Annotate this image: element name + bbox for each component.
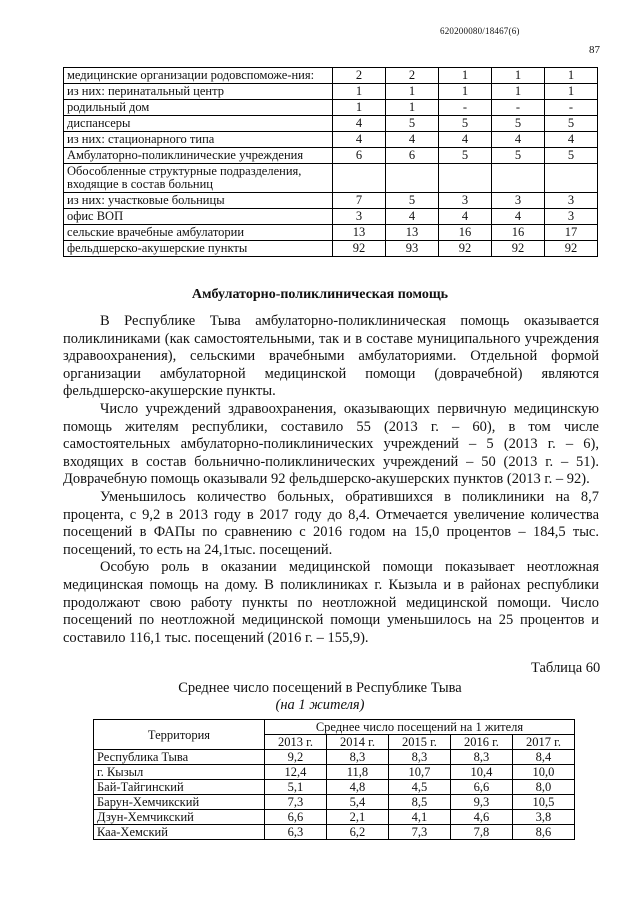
cell-value: 10,0	[512, 765, 574, 780]
cell-value: 13	[333, 225, 386, 241]
cell-value: 11,8	[326, 765, 388, 780]
cell-value: 3	[545, 209, 598, 225]
table-number: Таблица 60	[531, 660, 601, 676]
cell-value: 2	[386, 68, 439, 84]
cell-value: 1	[545, 84, 598, 100]
cell-value: 3	[439, 193, 492, 209]
cell-value: 8,3	[326, 750, 388, 765]
table-row	[94, 750, 575, 765]
table-row	[64, 164, 598, 193]
cell-value	[439, 164, 492, 193]
table-row	[64, 193, 598, 209]
cell-value: 5	[439, 116, 492, 132]
cell-value: 4	[333, 132, 386, 148]
table-row	[64, 209, 598, 225]
table-row	[64, 68, 598, 84]
cell-value: 1	[333, 84, 386, 100]
row-label: фельдшерско-акушерские пункты	[64, 241, 333, 257]
row-label: из них: участковые больницы	[64, 193, 333, 209]
cell-value: 2,1	[326, 810, 388, 825]
table-row	[64, 84, 598, 100]
cell-value: 4	[386, 209, 439, 225]
cell-value: 2	[333, 68, 386, 84]
cell-value: 4	[492, 209, 545, 225]
page-number: 87	[589, 44, 600, 56]
row-label: Амбулаторно-поликлинические учреждения	[64, 148, 333, 164]
territory-name: Республика Тыва	[94, 750, 265, 765]
cell-value: 93	[386, 241, 439, 257]
paragraph: Уменьшилось количество больных, обратившихся в поликлиники на 8,7 процента, с 9,2 в 2013 году в 2017 году до 8,4. Отмечается увеличение количества посещений в ФАПы по сравнению с 2016 годом на 15,0 процентов – 184,5 тыс. посещений, то есть на 24,1тыс. посещений.	[63, 488, 599, 558]
cell-value: 1	[386, 100, 439, 116]
cell-value: 8,6	[512, 825, 574, 840]
territory-name: Барун-Хемчикский	[94, 795, 265, 810]
cell-value: 4	[545, 132, 598, 148]
year-header: 2016 г.	[450, 735, 512, 750]
facilities-table	[63, 67, 598, 257]
cell-value: 12,4	[265, 765, 327, 780]
paragraph: Особую роль в оказании медицинской помощи показывает неотложная медицинская помощь на дому. В поликлиниках г. Кызыла и в районах республики продолжают свою работу пункты по неотложной медицинской помощи. Число посещений по неотложной медицинской помощи уменьшилось на 25 процентов и составило 116,1 тыс. посещений (2016 г. – 155,9).	[63, 559, 599, 646]
cell-value: 4	[439, 132, 492, 148]
cell-value: 92	[439, 241, 492, 257]
cell-value: 10,5	[512, 795, 574, 810]
year-header: 2014 г.	[326, 735, 388, 750]
cell-value: 13	[386, 225, 439, 241]
row-label: из них: перинатальный центр	[64, 84, 333, 100]
cell-value: 4,8	[326, 780, 388, 795]
cell-value: 1	[492, 68, 545, 84]
cell-value	[492, 164, 545, 193]
cell-value: 7,8	[450, 825, 512, 840]
table-row	[64, 116, 598, 132]
row-label: сельские врачебные амбулатории	[64, 225, 333, 241]
cell-value: 8,0	[512, 780, 574, 795]
cell-value: 7,3	[388, 825, 450, 840]
cell-value: 5	[386, 193, 439, 209]
cell-value: 6,3	[265, 825, 327, 840]
cell-value: 4	[439, 209, 492, 225]
territory-name: г. Кызыл	[94, 765, 265, 780]
cell-value: 4,6	[450, 810, 512, 825]
cell-value: 92	[492, 241, 545, 257]
cell-value: -	[545, 100, 598, 116]
cell-value: 4,1	[388, 810, 450, 825]
visits-group-header: Среднее число посещений на 1 жителя	[265, 720, 575, 735]
table-row	[94, 825, 575, 840]
section-title: Амбулаторно-поликлиническая помощь	[191, 287, 449, 302]
territory-name: Бай-Тайгинский	[94, 780, 265, 795]
cell-value: 92	[333, 241, 386, 257]
cell-value: 5	[492, 116, 545, 132]
cell-value: 6	[386, 148, 439, 164]
cell-value: 3	[333, 209, 386, 225]
cell-value: 5	[492, 148, 545, 164]
table-row	[64, 132, 598, 148]
cell-value: 1	[333, 100, 386, 116]
row-label: офис ВОП	[64, 209, 333, 225]
table-subcaption: (на 1 жителя)	[275, 697, 365, 713]
cell-value: 1	[545, 68, 598, 84]
document-id: 620200080/18467(6)	[440, 26, 520, 36]
cell-value: 4,5	[388, 780, 450, 795]
cell-value: 5	[439, 148, 492, 164]
row-label: родильный дом	[64, 100, 333, 116]
cell-value: 4	[386, 132, 439, 148]
cell-value: 10,7	[388, 765, 450, 780]
cell-value: 6,6	[450, 780, 512, 795]
cell-value: 17	[545, 225, 598, 241]
territory-name: Дзун-Хемчикский	[94, 810, 265, 825]
row-label: из них: стационарного типа	[64, 132, 333, 148]
row-label: медицинские организации родовспоможе-ния:	[64, 68, 333, 84]
cell-value: 1	[386, 84, 439, 100]
cell-value: 5	[545, 116, 598, 132]
cell-value: 1	[439, 84, 492, 100]
row-label: Обособленные структурные подразделения, входящие в состав больниц	[64, 164, 333, 193]
cell-value: 10,4	[450, 765, 512, 780]
year-header: 2015 г.	[388, 735, 450, 750]
cell-value: 6,2	[326, 825, 388, 840]
cell-value: 5	[386, 116, 439, 132]
row-label: диспансеры	[64, 116, 333, 132]
table-row	[64, 148, 598, 164]
cell-value: 8,3	[388, 750, 450, 765]
territory-header: Территория	[94, 720, 265, 750]
cell-value: 3,8	[512, 810, 574, 825]
cell-value	[386, 164, 439, 193]
cell-value: 1	[439, 68, 492, 84]
cell-value: 92	[545, 241, 598, 257]
cell-value: -	[439, 100, 492, 116]
cell-value: 3	[545, 193, 598, 209]
cell-value: 7,3	[265, 795, 327, 810]
cell-value: 8,4	[512, 750, 574, 765]
cell-value: 8,3	[450, 750, 512, 765]
table-row	[94, 795, 575, 810]
body-text	[63, 313, 599, 647]
table-caption: Среднее число посещений в Республике Тыва	[178, 680, 462, 696]
year-header: 2013 г.	[265, 735, 327, 750]
cell-value: 7	[333, 193, 386, 209]
cell-value: -	[492, 100, 545, 116]
cell-value: 8,5	[388, 795, 450, 810]
year-header: 2017 г.	[512, 735, 574, 750]
cell-value	[333, 164, 386, 193]
cell-value: 4	[492, 132, 545, 148]
table-row	[64, 241, 598, 257]
table-row	[94, 810, 575, 825]
visits-table	[93, 719, 575, 840]
table-row	[94, 780, 575, 795]
cell-value: 1	[492, 84, 545, 100]
table-row	[94, 765, 575, 780]
cell-value: 4	[333, 116, 386, 132]
cell-value: 5,4	[326, 795, 388, 810]
cell-value: 9,2	[265, 750, 327, 765]
cell-value: 16	[439, 225, 492, 241]
cell-value: 9,3	[450, 795, 512, 810]
cell-value: 16	[492, 225, 545, 241]
cell-value: 5	[545, 148, 598, 164]
paragraph: Число учреждений здравоохранения, оказывающих первичную медицинскую помощь жителям республики, составило 55 (2013 г. – 60), в том числе самостоятельных амбулаторно-поликлинических учреждений – 5 (2013 г. – 6), входящих в состав больнично-поликлинических учреждений – 50 (2013 г. – 51). Доврачебную помощь оказывали 92 фельдшерско-акушерских пунктов (2013 г. – 92).	[63, 400, 599, 488]
cell-value: 6,6	[265, 810, 327, 825]
cell-value	[545, 164, 598, 193]
cell-value: 6	[333, 148, 386, 164]
cell-value: 3	[492, 193, 545, 209]
paragraph: В Республике Тыва амбулаторно-поликлиническая помощь оказывается поликлиниками (как самостоятельными, так и в составе муниципального учреждения здравоохранения), сельскими врачебными амбулаториями. Отдельной формой организации амбулаторной медицинской помощи (доврачебной) являются фельдшерско-акушерские пункты.	[63, 313, 599, 400]
table-row	[64, 100, 598, 116]
cell-value: 5,1	[265, 780, 327, 795]
territory-name: Каа-Хемский	[94, 825, 265, 840]
table-row	[64, 225, 598, 241]
